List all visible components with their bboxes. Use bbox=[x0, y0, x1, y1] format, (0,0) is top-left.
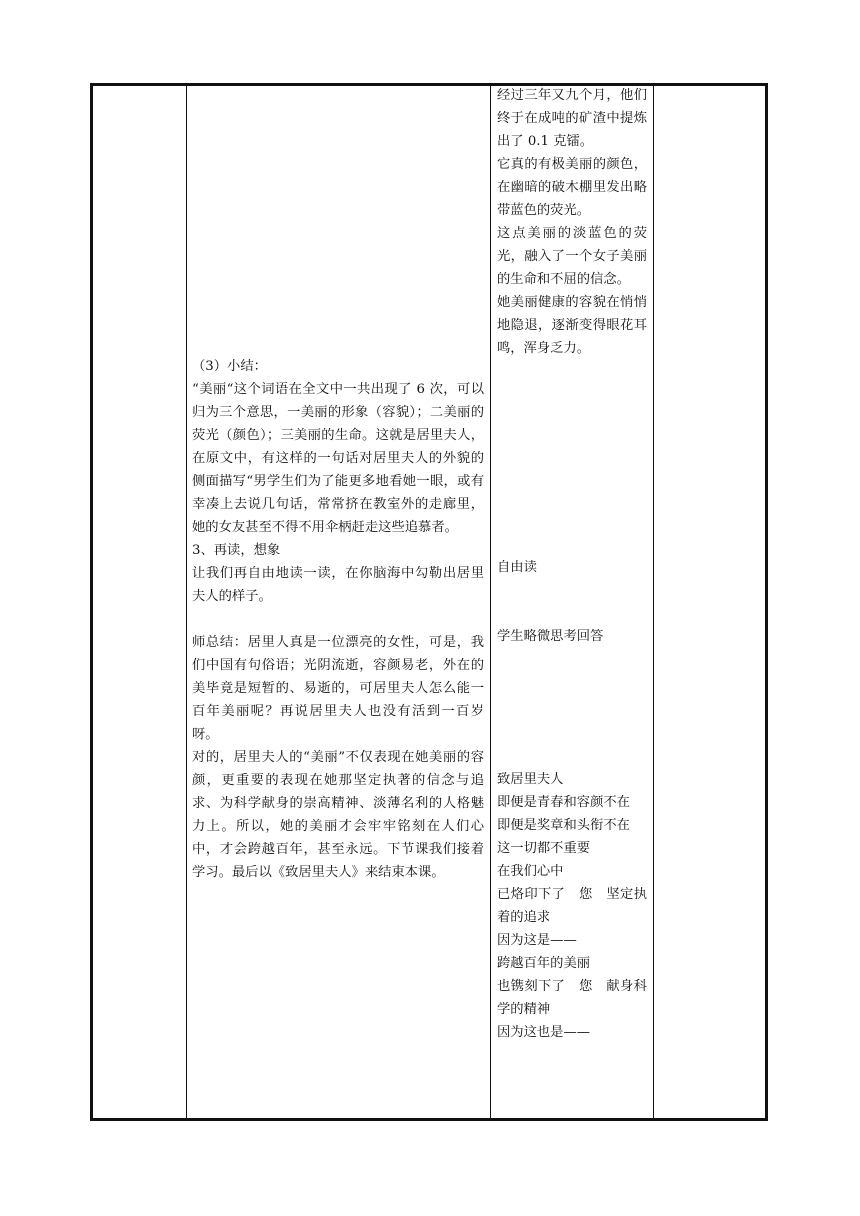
reread-instruction: 让我们再自由地读一读，在你脑海中勾勒出居里夫人的样子。 bbox=[192, 566, 484, 604]
quote-3: 这点美丽的淡蓝色的荧光，融入了一个女子美丽的生命和不屈的信念。 bbox=[497, 226, 647, 287]
spacer bbox=[497, 648, 647, 768]
spacer bbox=[497, 360, 647, 556]
column-1-cell bbox=[93, 86, 186, 1118]
poem-line: 在我们心中 bbox=[497, 864, 564, 879]
quote-1: 经过三年又九个月，他们终于在成吨的矿渣中提炼出了 0.1 克镭。 bbox=[497, 88, 647, 149]
poem-title: 致居里夫人 bbox=[497, 772, 564, 787]
spacer bbox=[497, 579, 647, 625]
student-answer: 学生略微思考回答 bbox=[497, 629, 604, 644]
quote-4: 她美丽健康的容貌在悄悄地隐退，逐渐变得眼花耳鸣，浑身乏力。 bbox=[497, 295, 647, 356]
column-divider-2 bbox=[490, 83, 491, 1121]
teacher-summary: 师总结：居里人真是一位漂亮的女性，可是，我们中国有句俗语；光阴流逝，容颜易老，外在的美毕竟是短暂的、易逝的，可居里夫人怎么能一百年美丽呢？再说居里夫人也没有活到一百岁呀。 bbox=[192, 635, 484, 742]
poem-line: 因为这是—— bbox=[497, 933, 577, 948]
poem-line: 也镌刻下了 您 献身科学的精神 bbox=[497, 979, 647, 1017]
column-4-cell bbox=[654, 86, 765, 1118]
poem-line: 即便是青春和容颜不在 bbox=[497, 795, 630, 810]
student-column-cell bbox=[497, 84, 647, 1044]
column-divider-1 bbox=[186, 83, 187, 1121]
quote-2: 它真的有极美丽的颜色，在幽暗的破木棚里发出略带蓝色的荧光。 bbox=[497, 157, 647, 218]
poem-line: 即便是奖章和头衔不在 bbox=[497, 818, 630, 833]
summary-text: “美丽“这个词语在全文中一共出现了 6 次，可以归为三个意思，一美丽的形象（容貌）；二美丽的荧光（颜色）；三美丽的生命。这就是居里夫人，在原文中，有这样的一句话对居里夫人的外貌的侧面描写“男学生们为了能更多地看她一眼，或有幸凑上去说几句话，常常挤在教室外的走廊里，她的女友甚至不得不用伞柄赶走这些追慕者。 bbox=[192, 382, 484, 535]
poem-line: 因为这也是—— bbox=[497, 1025, 591, 1040]
section-3-heading: 3、再读，想象 bbox=[192, 543, 281, 558]
poem-line: 跨越百年的美丽 bbox=[497, 956, 591, 971]
poem-line: 已烙印下了 您 坚定执着的追求 bbox=[497, 887, 647, 925]
summary-heading: （3）小结： bbox=[192, 359, 267, 374]
poem-line: 这一切都不重要 bbox=[497, 841, 591, 856]
teacher-conclusion: 对的，居里夫人的“美丽”不仅表现在她美丽的容颜，更重要的表现在她那坚定执著的信念与追求、为科学献身的崇高精神、淡薄名利的人格魅力上。所以，她的美丽才会牢牢铭刻在人们心中，才会跨越百年，甚至永远。下节课我们接着学习。最后以《致居里夫人》来结束本课。 bbox=[192, 750, 484, 880]
spacer bbox=[192, 608, 484, 631]
teacher-column-cell bbox=[192, 355, 484, 884]
lesson-table bbox=[90, 83, 768, 1121]
free-reading: 自由读 bbox=[497, 560, 537, 575]
